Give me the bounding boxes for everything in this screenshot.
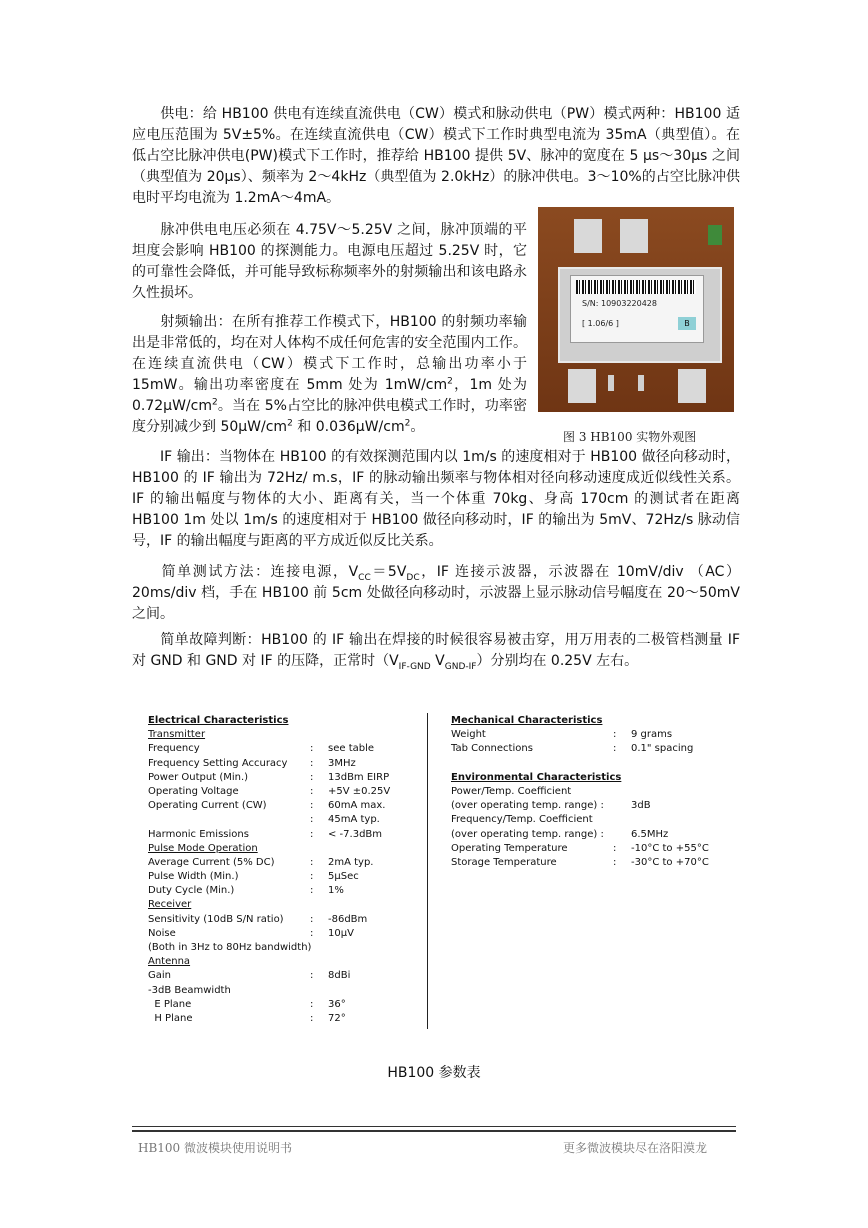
- spec-label: Average Current (5% DC): [148, 856, 275, 868]
- spec-row: [148, 842, 423, 856]
- spec-row: [451, 813, 741, 827]
- spec-value: 0.1" spacing: [631, 743, 694, 755]
- divider: [427, 713, 428, 1029]
- spec-row: [148, 828, 423, 842]
- spec-value: +5V ±0.25V: [328, 785, 391, 797]
- spec-row: [148, 728, 423, 742]
- spec-row: [451, 856, 741, 870]
- version-label: [ 1.06/6 ]: [582, 319, 619, 328]
- spec-value: -30°C to +70°C: [631, 856, 709, 868]
- heading-rf-output: 射频输出：: [160, 314, 233, 330]
- spec-colon: :: [310, 757, 314, 769]
- spec-colon: :: [310, 927, 314, 939]
- barcode: [576, 280, 696, 294]
- spec-value: 5μSec: [328, 871, 359, 883]
- spec-row: [451, 757, 741, 771]
- spec-label: Transmitter: [148, 729, 206, 741]
- spec-colon: :: [310, 771, 314, 783]
- superscript: 2: [404, 418, 411, 429]
- footer-right: 更多微波模块尽在洛阳漠龙: [562, 1141, 707, 1155]
- spec-row: [148, 856, 423, 870]
- spec-colon: :: [310, 743, 314, 755]
- spec-value: 3MHz: [328, 757, 356, 769]
- text-rf-output-1: 在所有推荐工作模式下，HB100 的射频功率输出是非常低的，均在对人体构不成任何危害的安全范围内工作。在连续直流供电（CW）模式下工作时，总输出功率小于 15mW。输出功率密度在 5mm 处为 1mW/cm: [132, 314, 528, 393]
- text-fault-check-1: HB100 的 IF 输出在焊接的时候很容易被击穿，用万用表的二极管档测量 IF 对 GND 和 GND 对 IF 的压降，正常时（V: [132, 632, 740, 669]
- spec-label: Operating Temperature: [451, 842, 568, 854]
- spec-label: Noise: [148, 927, 176, 939]
- table-caption: HB100 参数表: [387, 1065, 481, 1081]
- spec-row: [451, 771, 741, 785]
- footer-rule: [132, 1126, 736, 1127]
- spec-row: [451, 785, 741, 799]
- subscript: DC: [406, 572, 420, 583]
- spec-value: 6.5MHz: [631, 828, 669, 840]
- spec-colon: :: [613, 729, 617, 741]
- text-rf-output-4: 和 0.036μW/cm: [292, 419, 405, 435]
- spec-row: [148, 757, 423, 771]
- heading-simple-test: 简单测试方法：: [160, 564, 271, 580]
- spec-row: [148, 984, 423, 998]
- spec-label: Sensitivity (10dB S/N ratio): [148, 913, 284, 925]
- spec-label: Mechanical Characteristics: [451, 715, 603, 726]
- spec-row: [148, 969, 423, 983]
- pin: [608, 375, 614, 391]
- spec-row: [451, 799, 741, 813]
- spec-label: Harmonic Emissions: [148, 828, 249, 840]
- spec-colon: :: [310, 785, 314, 797]
- spec-label: (Both in 3Hz to 80Hz bandwidth): [148, 942, 312, 953]
- spec-value: 36°: [328, 998, 346, 1010]
- text-if-output: 当物体在 HB100 的有效探测范围内以 1m/s 的速度相对于 HB100 做径向移动时，HB100 的 IF 输出为 72Hz/ m.s，IF 的脉动输出频率与物体相对径向移动速度成近似线性关系。IF 的输出幅度与物体的大小、距离有关，当一个体重 70kg、身高 170cm 的测试者在距离 HB100 1m 处以 1m/s 的速度相对于 HB100 做径向移动时，IF 的输出为 5mV、72Hz/s 脉动信号，IF 的输出幅度与距离的平方成近似反比关系。: [132, 449, 740, 549]
- spec-label: (over operating temp. range) :: [451, 828, 604, 840]
- spec-colon: :: [613, 856, 617, 868]
- spec-label: Frequency Setting Accuracy: [148, 757, 288, 769]
- spec-label: Storage Temperature: [451, 856, 557, 868]
- spec-row: [148, 941, 423, 955]
- spec-label: H Plane: [148, 1012, 193, 1024]
- subscript: IF-GND: [398, 661, 431, 672]
- spec-row: [148, 927, 423, 941]
- spec-value: 13dBm EIRP: [328, 771, 390, 783]
- spec-row: [148, 870, 423, 884]
- spec-value: < -7.3dBm: [328, 828, 383, 840]
- spec-colon: :: [310, 856, 314, 868]
- antenna-pad: [568, 369, 596, 403]
- spec-colon: :: [310, 998, 314, 1010]
- spec-label: Frequency: [148, 743, 200, 755]
- subscript: GND-IF: [444, 661, 477, 672]
- spec-value: 72°: [328, 1012, 346, 1024]
- paragraph-rf-output: [132, 312, 527, 438]
- spec-row: [451, 714, 741, 728]
- spec-colon: :: [310, 1012, 314, 1024]
- spec-label: Receiver: [148, 899, 192, 911]
- spec-label: Pulse Width (Min.): [148, 871, 239, 883]
- spec-label: Duty Cycle (Min.): [148, 885, 235, 897]
- serial-number: S/N: 10903220428: [582, 299, 657, 308]
- spec-label: Gain: [148, 970, 171, 982]
- paragraph-pulse-voltage: [132, 220, 527, 304]
- spec-value: -86dBm: [328, 913, 368, 925]
- antenna-pad: [574, 219, 602, 253]
- spec-value: 10μV: [328, 927, 354, 939]
- spec-label: E Plane: [148, 998, 192, 1010]
- grade-mark: B: [678, 317, 696, 330]
- spec-label: Frequency/Temp. Coefficient: [451, 814, 593, 826]
- spec-label: Operating Current (CW): [148, 800, 267, 812]
- spec-colon: :: [310, 885, 314, 897]
- text-rf-output-3: 。当在 5%占空比的脉冲供电模式工作时，功率密度分别减少到 50μW/cm: [132, 398, 527, 435]
- spec-row: [148, 742, 423, 756]
- spec-label: Pulse Mode Operation: [148, 842, 258, 854]
- spec-colon: :: [310, 913, 314, 925]
- text-fault-check-3: ）分别均在 0.25V 左右。: [476, 653, 639, 669]
- paragraph-simple-test: [132, 562, 740, 625]
- spec-label: Antenna: [148, 956, 191, 968]
- superscript: 2: [211, 397, 218, 408]
- spec-value: 9 grams: [631, 729, 673, 741]
- antenna-pad: [620, 219, 648, 253]
- spec-row: [148, 998, 423, 1012]
- text-pulse-voltage: 脉冲供电电压必须在 4.75V～5.25V 之间，脉冲顶端的平坦度会影响 HB100 的探测能力。电源电压超过 5.25V 时，它的可靠性会降低，并可能导致标称频率外的射频输出和该电路永久性损坏。: [132, 222, 527, 301]
- text-simple-test-1: 连接电源，V: [270, 564, 359, 580]
- spec-row: [148, 799, 423, 813]
- hb100-photo: [538, 207, 734, 412]
- spec-row: [451, 742, 741, 756]
- pin: [638, 375, 644, 391]
- text-fault-check-2: V: [430, 653, 445, 669]
- spec-value: 8dBi: [328, 970, 351, 982]
- spec-row: [148, 898, 423, 912]
- paragraph-power-supply: [132, 104, 740, 209]
- electrical-spec-table: [148, 714, 423, 1026]
- heading-fault-check: 简单故障判断：: [160, 632, 262, 648]
- spec-row: [148, 785, 423, 799]
- spec-colon: :: [310, 970, 314, 982]
- spec-colon: :: [310, 814, 314, 826]
- spec-label: (over operating temp. range) :: [451, 800, 604, 812]
- antenna-pad: [678, 369, 706, 403]
- spec-row: [148, 714, 423, 728]
- spec-label: Weight: [451, 729, 486, 741]
- spec-value: 1%: [328, 885, 344, 897]
- footer-left: HB100 微波模块使用说明书: [138, 1141, 293, 1155]
- figure-caption: 图 3 HB100 实物外观图: [563, 430, 697, 444]
- spec-label: Operating Voltage: [148, 785, 239, 797]
- spec-row: [148, 913, 423, 927]
- heading-if-output: IF 输出：: [160, 449, 219, 465]
- spec-label: Electrical Characteristics: [148, 715, 289, 726]
- spec-value: 45mA typ.: [328, 814, 380, 826]
- paragraph-if-output: [132, 447, 740, 552]
- spec-label: Power Output (Min.): [148, 771, 249, 783]
- spec-colon: :: [613, 743, 617, 755]
- heading-power-supply: 供电：: [160, 106, 203, 122]
- text-rf-output-2: ，1m 处为 0.72μW/cm: [132, 377, 527, 414]
- spec-row: [148, 771, 423, 785]
- spec-row: [148, 884, 423, 898]
- green-component: [708, 225, 722, 245]
- text-simple-test-2: ＝5V: [370, 564, 407, 580]
- spec-row: [451, 828, 741, 842]
- spec-colon: :: [310, 800, 314, 812]
- superscript: 2: [447, 376, 453, 387]
- spec-colon: :: [310, 828, 314, 840]
- spec-value: 60mA max.: [328, 800, 386, 812]
- spec-label: Environmental Characteristics: [451, 771, 622, 783]
- footer-rule: [132, 1130, 736, 1132]
- text-rf-output-5: 。: [410, 419, 425, 435]
- subscript: CC: [358, 572, 371, 583]
- spec-row: [148, 955, 423, 969]
- spec-label: -3dB Beamwidth: [148, 984, 231, 996]
- spec-row: [148, 813, 423, 827]
- spec-label: Tab Connections: [451, 743, 533, 755]
- text-simple-test-3: ，IF 连接示波器，示波器在 10mV/div （AC）20ms/div 档，手在 HB100 前 5cm 处做径向移动时，示波器上显示脉动信号幅度在 20～50mV 之间。: [132, 564, 740, 622]
- spec-colon: :: [613, 842, 617, 854]
- spec-row: [451, 728, 741, 742]
- spec-value: -10°C to +55°C: [631, 842, 709, 854]
- mechanical-spec-table: [451, 714, 741, 870]
- spec-row: [451, 842, 741, 856]
- spec-colon: :: [310, 871, 314, 883]
- spec-value: 2mA typ.: [328, 856, 374, 868]
- spec-row: [148, 1012, 423, 1026]
- spec-label: Power/Temp. Coefficient: [451, 785, 572, 797]
- text-power-supply: 给 HB100 供电有连续直流供电（CW）模式和脉动供电（PW）模式两种：HB100 适应电压范围为 5V±5%。在连续直流供电（CW）模式下工作时典型电流为 35mA（典型值）。在低占空比脉冲供电(PW)模式下工作时，推荐给 HB100 提供 5V、脉冲的宽度在 5 μs～30μs 之间（典型值为 20μs）、频率为 2～4kHz（典型值为 2.0kHz）的脉冲供电。3～10%的占空比脉冲供电时平均电流为 1.2mA～4mA。: [132, 106, 740, 206]
- spec-value: see table: [328, 743, 375, 755]
- superscript: 2: [287, 418, 293, 429]
- paragraph-fault-check: [132, 630, 740, 672]
- spec-value: 3dB: [631, 800, 651, 812]
